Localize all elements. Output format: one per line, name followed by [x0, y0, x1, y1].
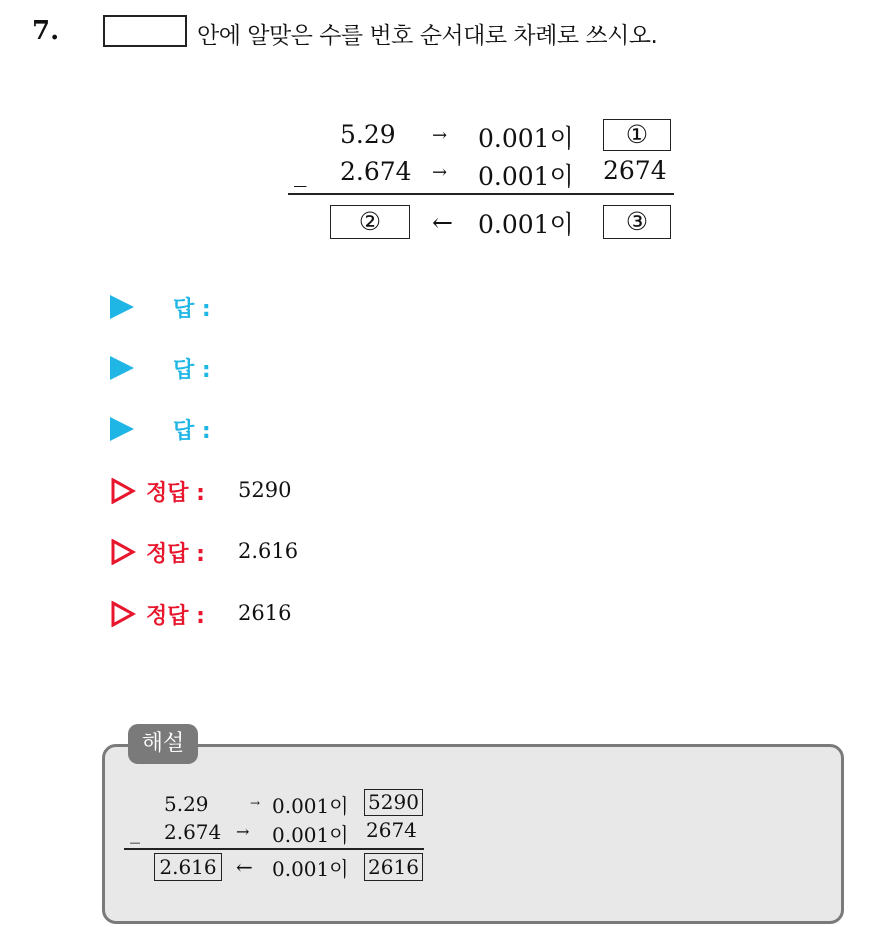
row2-left: 2.674: [340, 157, 412, 186]
answer-label: 답 :: [173, 419, 211, 444]
correct-value: 5290: [238, 478, 292, 502]
circled-one: ①: [625, 120, 649, 149]
row2-operator: _: [294, 158, 307, 187]
ex-row2-arrow: →: [236, 822, 250, 841]
correct-label: 정답 :: [146, 481, 205, 506]
ex-row3-left-box: [154, 853, 222, 881]
row2-right: 2674: [603, 156, 667, 185]
answer-label: 답 :: [173, 297, 211, 322]
ex-row3-right: 2616: [368, 855, 419, 879]
row3-mid: 0.001이: [478, 210, 574, 239]
ex-row2-left: 2.674: [164, 820, 222, 844]
question-text: 안에 알맞은 수를 번호 순서대로 차례로 쓰시오.: [197, 23, 658, 49]
row3-arrow: ←: [432, 208, 453, 237]
ex-row3-mid: 0.001이: [272, 857, 349, 881]
row2-arrow: →: [432, 162, 448, 183]
ex-row3-left: 2.616: [159, 855, 217, 879]
circled-three: ③: [625, 207, 649, 236]
ex-row3-arrow: ←: [236, 855, 253, 879]
ex-row1-right: 5290: [368, 790, 419, 814]
circled-two: ②: [358, 207, 382, 236]
row1-left: 5.29: [340, 120, 396, 149]
correct-label: 정답 :: [146, 542, 205, 567]
correct-value: 2616: [238, 601, 292, 625]
row1-mid: 0.001이: [478, 124, 574, 153]
row2-mid: 0.001이: [478, 162, 574, 191]
ex-row1-mid: 0.001이: [272, 794, 349, 818]
answer-label: 답 :: [173, 358, 211, 383]
ex-row1-box: [364, 789, 423, 816]
explanation-tag: 해설: [128, 724, 198, 764]
ex-row2-operator: _: [130, 820, 140, 844]
correct-label: 정답 :: [146, 604, 205, 629]
ex-sum-line: [124, 848, 424, 850]
ex-row1-left: 5.29: [164, 792, 209, 816]
ex-row2-mid: 0.001이: [272, 823, 349, 847]
ex-row2-right: 2674: [366, 818, 417, 842]
ex-row1-arrow: →: [250, 796, 261, 810]
question-number: 7.: [32, 16, 60, 46]
correct-value: 2.616: [238, 539, 299, 563]
ex-row3-right-box: [364, 853, 423, 881]
row1-arrow: →: [432, 125, 448, 146]
